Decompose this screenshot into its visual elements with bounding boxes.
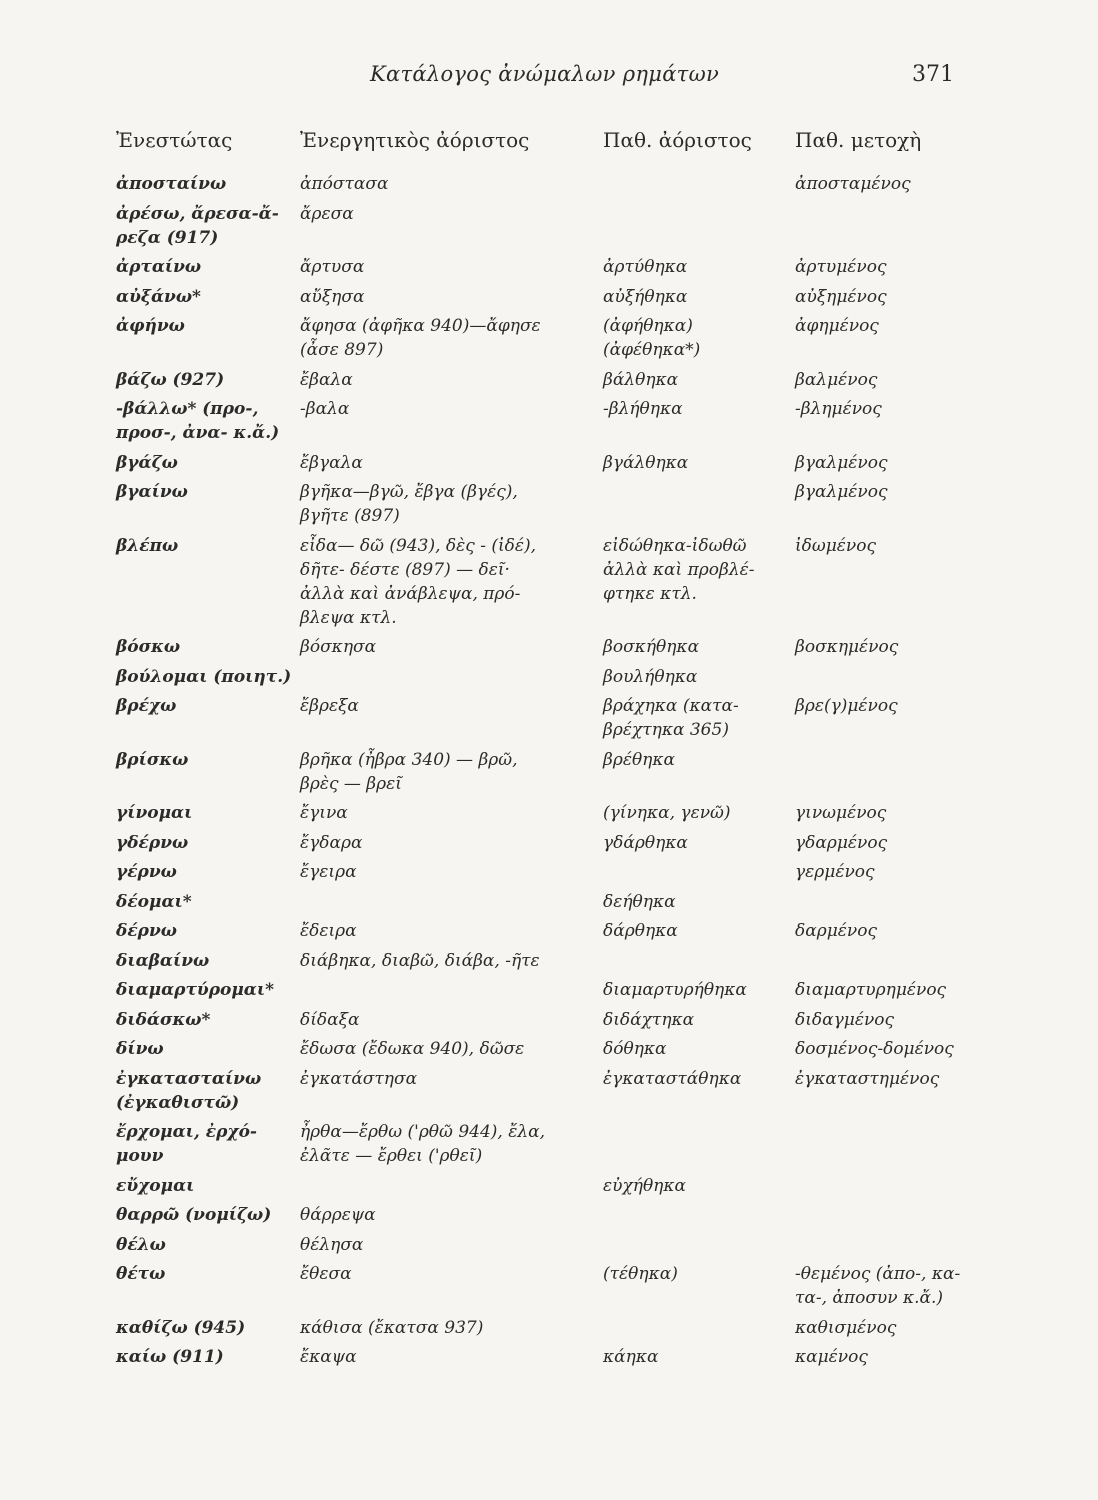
present-cell: βόσκω: [116, 637, 181, 657]
passive-aorist-cell: βάλθηκα: [603, 369, 679, 390]
passive-participle-cell: γδαρμένος: [795, 832, 888, 853]
passive-participle-cell: βαλμένος: [795, 369, 878, 390]
passive-participle-cell: ἀρτυμένος: [795, 257, 887, 277]
passive-aorist-cell: δάρθηκα: [603, 921, 678, 941]
active-aorist-cell: ἐγκατάστησα: [300, 1068, 418, 1089]
passive-aorist-cell: (ἀφήθηκα) (ἀφέθηκα*): [603, 316, 701, 360]
passive-participle-cell: -βλημένος: [795, 399, 882, 419]
present-cell: -βάλλω* (προ-, προσ-, ἀνα- κ.ἄ.): [116, 399, 280, 443]
present-cell: θέλω: [116, 1234, 166, 1255]
passive-participle-cell: καμένος: [795, 1347, 868, 1367]
passive-participle-cell: βγαλμένος: [795, 482, 888, 502]
present-cell: δίνω: [116, 1039, 164, 1059]
active-aorist-cell: ἄρεσα: [300, 203, 354, 224]
table-row: [0, 285, 1098, 315]
passive-participle-cell: ἐγκαταστημένος: [795, 1068, 940, 1089]
present-cell: βγάζω: [116, 452, 178, 473]
present-cell: βρέχω: [116, 696, 177, 716]
passive-aorist-cell: βρέθηκα: [603, 749, 675, 770]
passive-aorist-cell: δεήθηκα: [603, 891, 676, 912]
active-aorist-cell: εἶδα— δῶ (943), δὲς - (ἰδέ), δῆτε- δέστε (897) — δεῖ· ἀλλὰ καὶ ἀνάβλεψα, πρό- βλεψα κτλ.: [300, 535, 537, 628]
present-cell: αὐξάνω*: [116, 286, 201, 307]
active-aorist-cell: θάρρεψα: [300, 1205, 376, 1225]
table-row: [0, 919, 1098, 949]
table-row: [0, 368, 1098, 398]
active-aorist-cell: κάθισα (ἔκατσα 937): [300, 1317, 484, 1338]
active-aorist-cell: ἔγειρα: [300, 862, 357, 882]
passive-aorist-cell: γδάρθηκα: [603, 832, 688, 853]
table-row: [0, 255, 1098, 285]
active-aorist-cell: ἦρθα—ἔρθω ('ρθῶ 944), ἔλα, ἐλᾶτε — ἔρθει ('ρθεῖ): [300, 1122, 545, 1166]
passive-aorist-cell: δόθηκα: [603, 1039, 667, 1059]
active-aorist-cell: ἔγδαρα: [300, 832, 363, 853]
passive-aorist-cell: βγάλθηκα: [603, 452, 689, 473]
active-aorist-cell: ἔθεσα: [300, 1264, 352, 1284]
present-cell: γίνομαι: [116, 803, 193, 823]
passive-participle-cell: ἀποσταμένος: [795, 174, 911, 194]
column-header-active-aorist: Ἐνεργητικὸς ἀόριστος: [300, 128, 530, 152]
page-number: 371: [912, 62, 954, 87]
table-row: [0, 1174, 1098, 1204]
passive-participle-cell: γινωμένος: [795, 803, 887, 823]
table-row: [0, 949, 1098, 979]
present-cell: δέομαι*: [116, 891, 192, 912]
table-row: [0, 1203, 1098, 1233]
present-cell: διαμαρτύρομαι*: [116, 980, 274, 1000]
passive-aorist-cell: διαμαρτυρήθηκα: [603, 980, 747, 1000]
passive-participle-cell: -θεμένος (ἀπο-, κα- τα-, ἀποσυν κ.ἄ.): [795, 1264, 961, 1308]
passive-participle-cell: βοσκημένος: [795, 637, 899, 657]
passive-aorist-cell: βουλήθηκα: [603, 666, 698, 687]
table-row: [0, 1008, 1098, 1038]
present-cell: βάζω (927): [116, 369, 225, 390]
passive-participle-cell: διαμαρτυρημένος: [795, 980, 947, 1000]
table-row: [0, 831, 1098, 861]
table-row: [0, 397, 1098, 451]
column-headers: [0, 128, 1098, 158]
table-row: [0, 1233, 1098, 1263]
passive-participle-cell: βγαλμένος: [795, 452, 888, 473]
passive-aorist-cell: αὐξήθηκα: [603, 286, 688, 307]
table-row: [0, 1067, 1098, 1121]
present-cell: διαβαίνω: [116, 950, 210, 971]
table-row: [0, 635, 1098, 665]
table-row: [0, 451, 1098, 481]
present-cell: θέτω: [116, 1264, 166, 1284]
table-row: [0, 665, 1098, 695]
active-aorist-cell: ἔδειρα: [300, 921, 357, 941]
table-row: [0, 314, 1098, 368]
column-header-passive-participle: Παθ. μετοχὴ: [795, 128, 922, 152]
passive-participle-cell: αὐξημένος: [795, 286, 887, 307]
running-title: Κατάλογος ἀνώμαλων ρημάτων: [370, 62, 720, 86]
present-cell: βγαίνω: [116, 482, 188, 502]
active-aorist-cell: βρῆκα (ἦβρα 340) — βρῶ, βρὲς — βρεῖ: [300, 749, 518, 794]
table-row: [0, 202, 1098, 256]
passive-participle-cell: καθισμένος: [795, 1317, 897, 1338]
present-cell: βρίσκω: [116, 749, 189, 770]
passive-participle-cell: ἀφημένος: [795, 316, 879, 336]
passive-aorist-cell: βοσκήθηκα: [603, 637, 700, 657]
passive-participle-cell: γερμένος: [795, 862, 875, 882]
passive-aorist-cell: εἰδώθηκα-ἰδωθῶ ἀλλὰ καὶ προβλέ- φτηκε κτλ.: [603, 535, 755, 604]
active-aorist-cell: αὔξησα: [300, 286, 365, 307]
active-aorist-cell: ἔκαψα: [300, 1347, 357, 1367]
active-aorist-cell: ἔγινα: [300, 803, 348, 823]
passive-aorist-cell: διδάχτηκα: [603, 1009, 695, 1030]
active-aorist-cell: ἄφησα (ἀφῆκα 940)—ἄφησε (ἆσε 897): [300, 316, 541, 360]
table-row: [0, 480, 1098, 534]
passive-aorist-cell: κάηκα: [603, 1347, 659, 1367]
active-aorist-cell: βγῆκα—βγῶ, ἔβγα (βγές), βγῆτε (897): [300, 482, 518, 526]
present-cell: ἀφήνω: [116, 316, 185, 336]
present-cell: διδάσκω*: [116, 1009, 211, 1030]
passive-aorist-cell: (γίνηκα, γενῶ): [603, 803, 731, 823]
active-aorist-cell: -βαλα: [300, 399, 350, 419]
active-aorist-cell: ἔβγαλα: [300, 452, 363, 473]
present-cell: ἀρέσω, ἄρεσα-ἄ- ρεζα (917): [116, 203, 279, 248]
present-cell: βούλομαι (ποιητ.): [116, 666, 292, 687]
present-cell: καθίζω (945): [116, 1317, 246, 1338]
present-cell: θαρρῶ (νομίζω): [116, 1205, 272, 1225]
table-row: [0, 1262, 1098, 1316]
active-aorist-cell: ἔβαλα: [300, 369, 353, 390]
passive-participle-cell: διδαγμένος: [795, 1009, 895, 1030]
table-row: [0, 890, 1098, 920]
present-cell: εὔχομαι: [116, 1175, 195, 1196]
table-row: [0, 978, 1098, 1008]
present-cell: δέρνω: [116, 921, 177, 941]
present-cell: γέρνω: [116, 862, 177, 882]
present-cell: ἐγκατασταίνω (ἐγκαθιστῶ): [116, 1068, 262, 1113]
present-cell: γδέρνω: [116, 832, 189, 853]
present-cell: ἀποσταίνω: [116, 174, 227, 194]
active-aorist-cell: διάβηκα, διαβῶ, διάβα, -ῆτε: [300, 950, 540, 971]
table-row: [0, 694, 1098, 748]
passive-aorist-cell: (τέθηκα): [603, 1264, 678, 1284]
table-row: [0, 534, 1098, 636]
passive-participle-cell: δοσμένος-δομένος: [795, 1039, 954, 1059]
table-row: [0, 1345, 1098, 1375]
passive-participle-cell: βρε(γ)μένος: [795, 696, 898, 716]
present-cell: βλέπω: [116, 535, 179, 556]
active-aorist-cell: ἔβρεξα: [300, 696, 359, 716]
present-cell: ἔρχομαι, ἐρχό- μουν: [116, 1122, 257, 1166]
active-aorist-cell: δίδαξα: [300, 1009, 360, 1030]
table-row: [0, 748, 1098, 802]
column-header-present: Ἐνεστώτας: [116, 128, 233, 152]
passive-aorist-cell: εὐχήθηκα: [603, 1175, 686, 1196]
active-aorist-cell: ἔδωσα (ἔδωκα 940), δῶσε: [300, 1039, 525, 1059]
passive-aorist-cell: ἐγκαταστάθηκα: [603, 1068, 742, 1089]
active-aorist-cell: βόσκησα: [300, 637, 377, 657]
active-aorist-cell: ἀπόστασα: [300, 174, 389, 194]
verb-table: [0, 172, 1098, 1375]
active-aorist-cell: ἄρτυσα: [300, 257, 365, 277]
passive-aorist-cell: βράχηκα (κατα- βρέχτηκα 365): [603, 696, 739, 740]
passive-participle-cell: δαρμένος: [795, 921, 877, 941]
passive-participle-cell: ἰδωμένος: [795, 535, 877, 556]
table-row: [0, 801, 1098, 831]
table-row: [0, 172, 1098, 202]
table-row: [0, 1120, 1098, 1174]
table-row: [0, 1037, 1098, 1067]
active-aorist-cell: θέλησα: [300, 1234, 364, 1255]
table-row: [0, 860, 1098, 890]
table-row: [0, 1316, 1098, 1346]
passive-aorist-cell: -βλήθηκα: [603, 399, 683, 419]
present-cell: ἀρταίνω: [116, 257, 202, 277]
present-cell: καίω (911): [116, 1347, 224, 1367]
column-header-passive-aorist: Παθ. ἀόριστος: [603, 128, 752, 152]
passive-aorist-cell: ἀρτύθηκα: [603, 257, 688, 277]
